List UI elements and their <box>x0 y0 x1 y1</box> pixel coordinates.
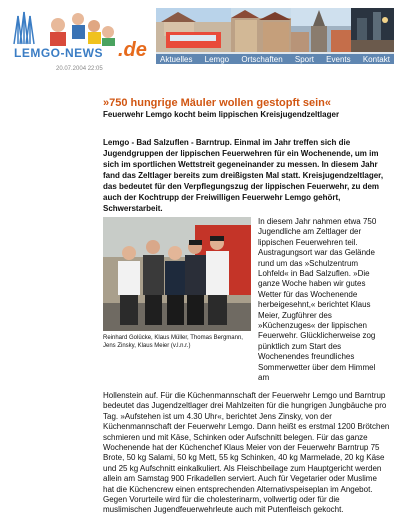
article-side-text: In diesem Jahr nahmen etwa 750 Jugendliche am Zeltlager der lippischen Feuerwehren teil. Austragungsort war das Gelände rund um das »Schulzentrum Lohfeld« in Bad Salzuflen. »Die ganze Woche haben wir gutes Wetter für das Wochenende herbeigesehnt,« berichtet Klaus Meier, Zugführer des »Küchenzuges« der lippischen Feuerwehr. Glücklicherweise zog pünktlich zum Start des Wochenendes freundliches Sommerwetter über dem Himmel am <box>258 217 377 383</box>
article-photo <box>103 217 251 331</box>
article-headline: »750 hungrige Mäuler wollen gestopft sein« <box>103 97 331 109</box>
logo-suffix: .de <box>118 39 147 61</box>
header-photo-church <box>291 8 351 52</box>
logo-text: LEMGO-NEWS <box>14 46 103 60</box>
article-lead: Lemgo - Bad Salzuflen - Barntrup. Einmal im Jahr treffen sich die Jugendgruppen der lippischen Feuerwehren für ein Wochenende, um im sich im sportlichen Wettstreit gegeneinander zu messen. In diesem Jahr fand das Zeltlager bereits zum dreißigsten Mal statt. Kreisjugendzeltlager, das bedeutet für den Verpflegungszug der lippischen Feuerwehr, zu dem auch der Kochtrupp der Freiwilligen Feuerwehr Lemgo gehört, Schwerstarbeit. <box>103 138 384 213</box>
main-nav <box>156 54 394 64</box>
photo-caption: Reinhard Golücke, Klaus Müller, Thomas Bergmann, Jens Zinsky, Klaus Meier (v.l.n.r.) <box>103 335 243 349</box>
nav-item-lemgo[interactable]: Lemgo <box>204 54 230 64</box>
nav-item-ortschaften[interactable]: Ortschaften <box>241 54 283 64</box>
nav-item-events[interactable]: Events <box>326 54 351 64</box>
header-photo-town <box>231 8 291 52</box>
article-subheadline: Feuerwehr Lemgo kocht beim lippischen Kreisjugendzeltlager <box>103 110 340 119</box>
article-body-text: Hollenstein auf. Für die Küchenmannschaft der Feuerwehr Lemgo und Barntrup bedeutet das Jugendzeltlager drei Mahlzeiten für die hungrigen Jungbäuche pro Tag. »Aufstehen ist um 4.30 Uhr«, berichtet Jens Zinsky, von der Küchenmannschaft der Feuerwehr Lemgo. Dann heißt es erstmal 1200 Brötchen schmieren und mit Käse, Schinken oder Aufschnitt belegen. Für das ganze Wochenende hat der Küchenchef Klaus Meier von der Feuerwehr Barntrup 75 Brote, 50 kg Salami, 50 kg Mett, 55 kg Schinken, 40 kg Marmelade, 20 kg Käse und 25 kg Aufschnitt einkalkuliert. Als Fleischbeilage zum Hauptgericht werden allein am Samstag 900 Frikadellen serviert. Auch für Vegetarier oder Muslime hat die Küchencrew einen entsprechenden Alternativspeiseplan im Angebot. Gegen Vorurteile wird für die cholesterinarm, vollwertig oder für die muslimischen Jugendfeuerwehrleute auch mit Putenfleisch gekocht. <box>103 391 390 515</box>
nav-item-kontakt[interactable]: Kontakt <box>362 54 390 64</box>
site-header <box>6 8 394 64</box>
header-photo-bus <box>156 8 231 52</box>
nav-item-sport[interactable]: Sport <box>294 54 314 64</box>
nav-item-aktuelles[interactable]: Aktuelles <box>160 54 193 64</box>
logo[interactable] <box>6 8 156 64</box>
header-photo-night <box>351 8 394 52</box>
firefighters-photo <box>103 217 251 331</box>
article-date: 20.07.2004 22:05 <box>56 66 103 72</box>
